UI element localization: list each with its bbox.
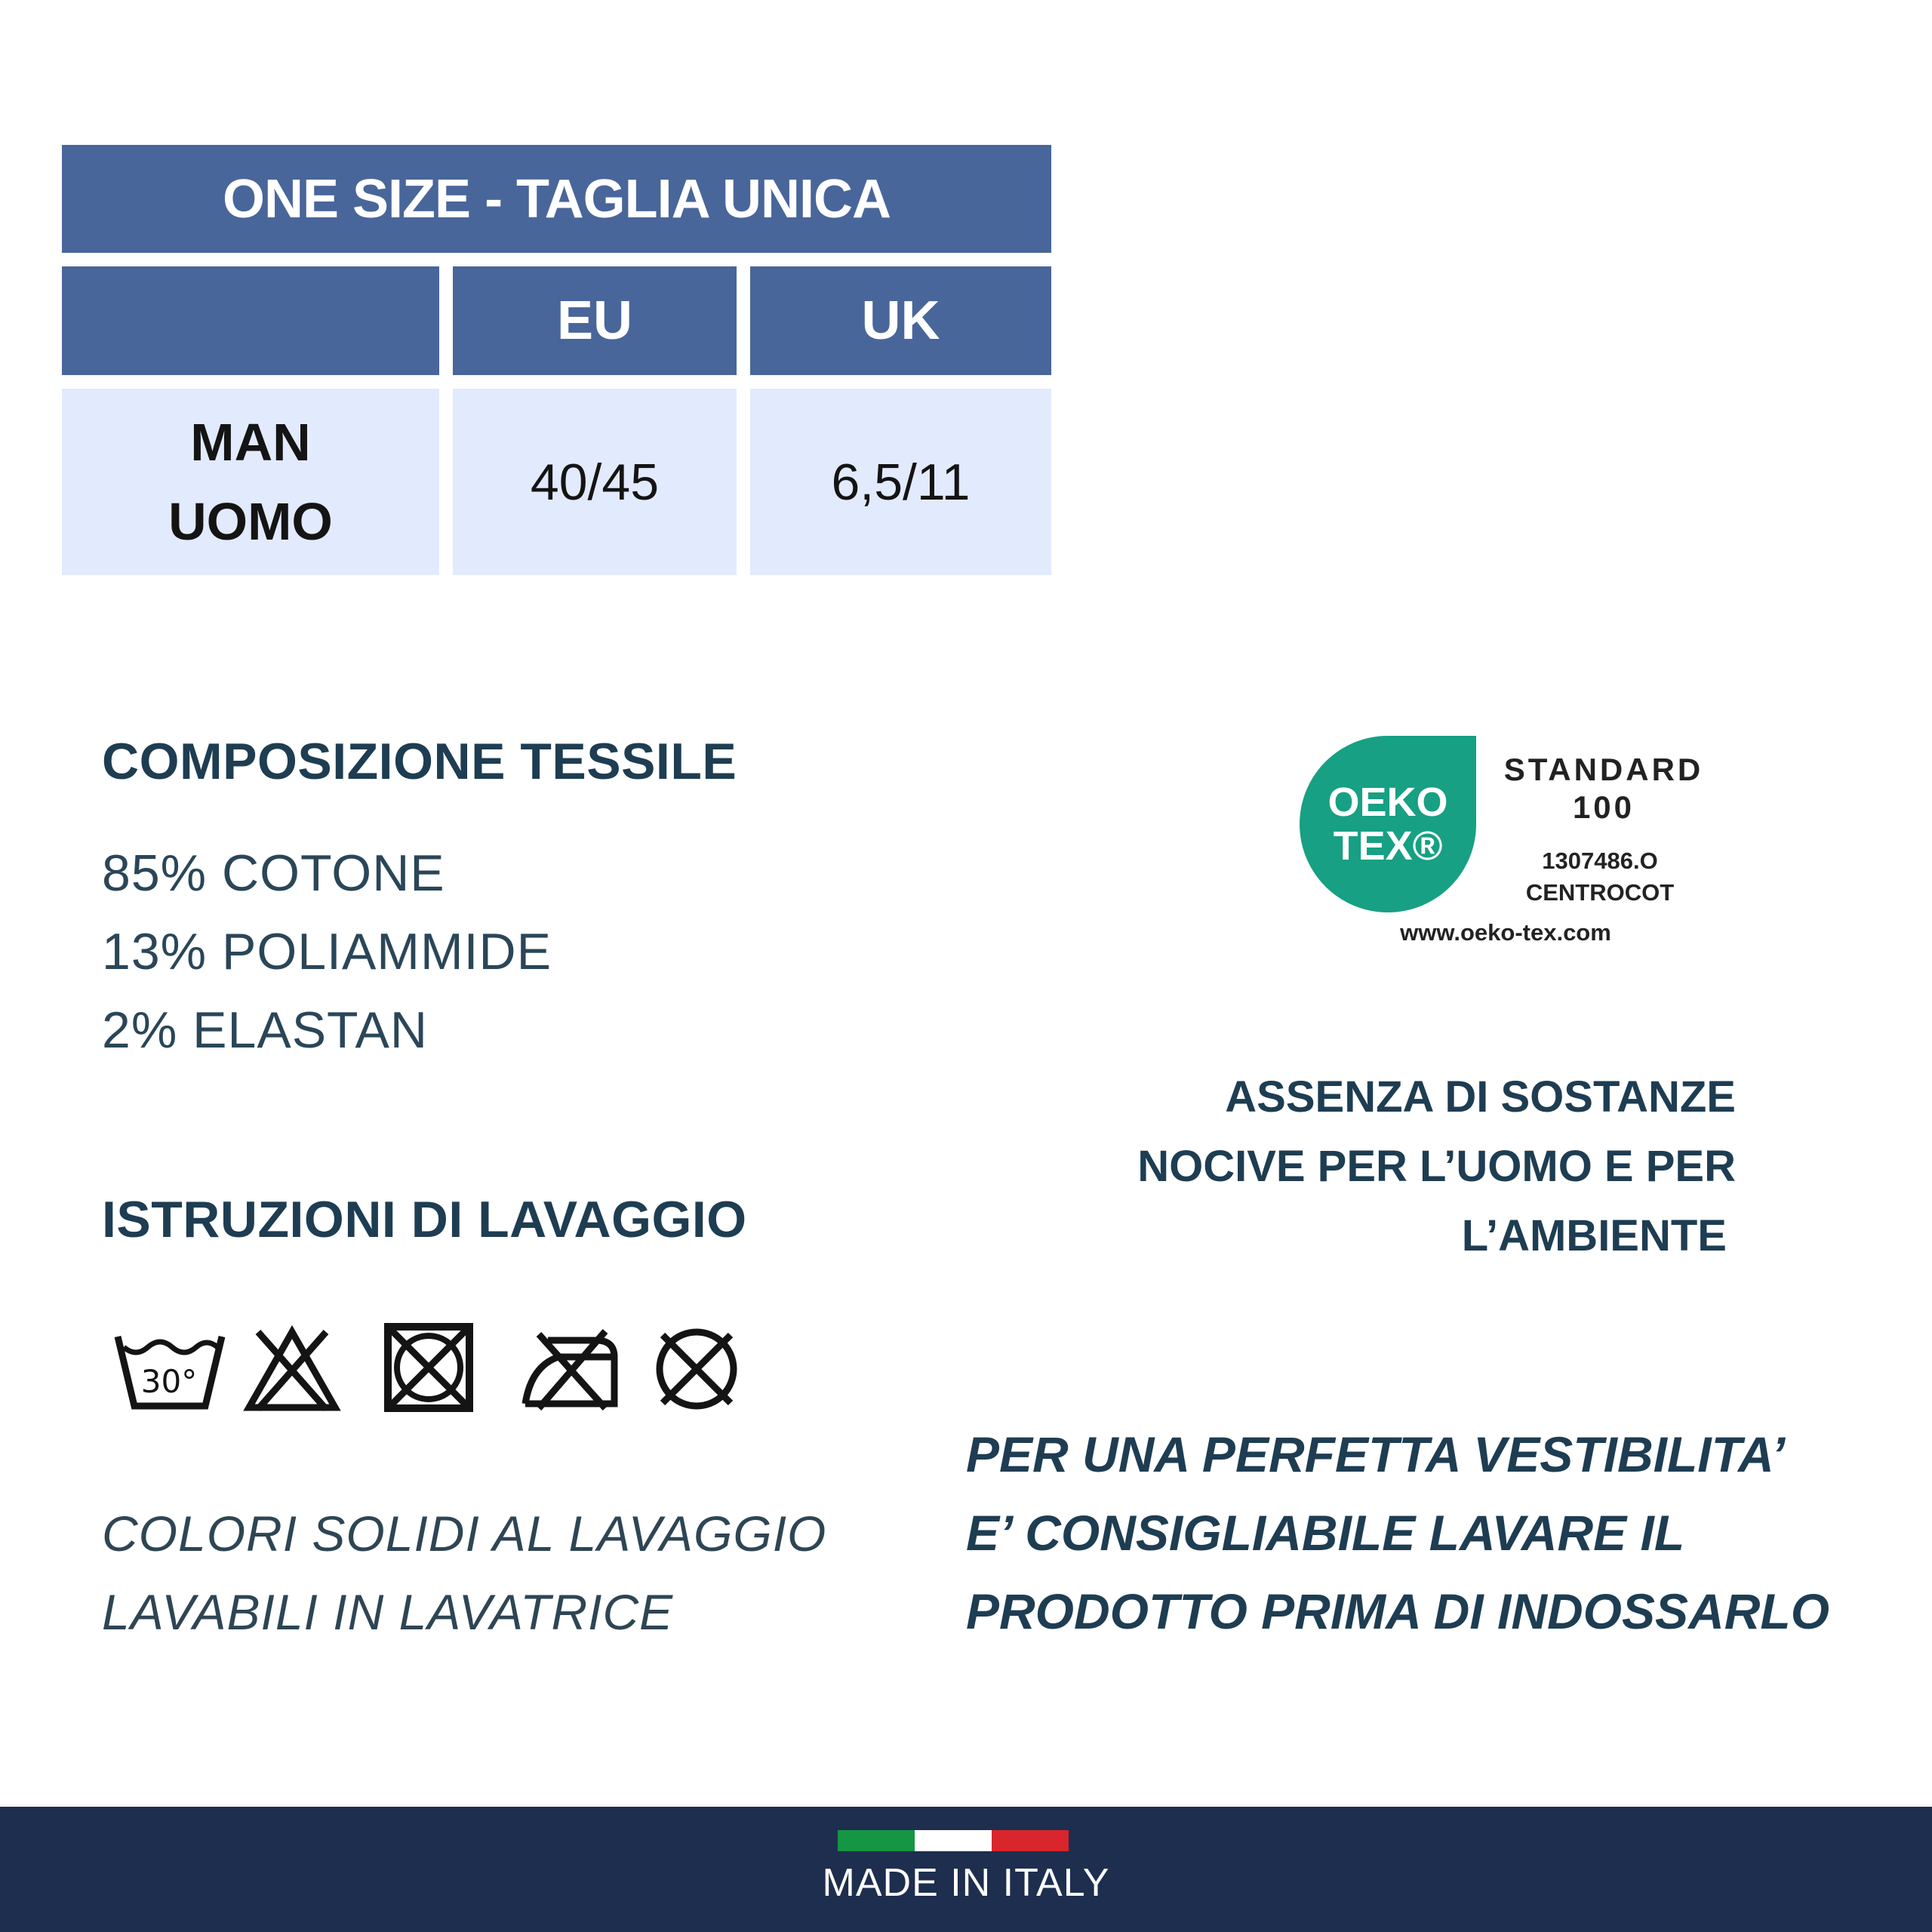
oeko-cert-info (1498, 845, 1702, 909)
absence-line: L’AMBIENTE (1461, 1211, 1727, 1260)
size-table-title: ONE SIZE - TAGLIA UNICA (62, 145, 1051, 253)
italy-flag-red (992, 1830, 1069, 1851)
row-label-uomo: UOMO (168, 491, 333, 551)
composition-line: 2% ELASTAN (102, 1001, 429, 1059)
no-dry-clean-icon (654, 1326, 740, 1412)
fit-advice (966, 1415, 1829, 1651)
oeko-tex-logo (1300, 736, 1476, 912)
composition-title: COMPOSIZIONE TESSILE (102, 733, 737, 790)
advice-line: PER UNA PERFETTA VESTIBILITA’ (966, 1426, 1786, 1482)
oeko-standard-number: 100 (1572, 789, 1635, 825)
uk-size-value: 6,5/11 (831, 453, 971, 511)
advice-line: E’ CONSIGLIABILE LAVARE IL (966, 1505, 1685, 1561)
eu-size-value: 40/45 (530, 453, 660, 511)
size-table-header-empty (62, 266, 439, 375)
composition-line: 85% COTONE (102, 844, 445, 902)
oeko-url: www.oeko-tex.com (1400, 919, 1611, 946)
size-table-header-uk: UK (750, 266, 1051, 375)
washing-note: COLORI SOLIDI AL LAVAGGIO (102, 1506, 827, 1561)
oeko-cert-number: 1307486.O (1542, 848, 1658, 874)
wash-temperature: 30° (140, 1363, 198, 1400)
washing-note: LAVABILI IN LAVATRICE (102, 1584, 674, 1640)
absence-line: NOCIVE PER L’UOMO E PER (1137, 1142, 1736, 1191)
advice-line: PRODOTTO PRIMA DI INDOSSARLO (966, 1583, 1830, 1639)
no-bleach-icon (243, 1324, 341, 1415)
italy-flag-white (915, 1830, 992, 1851)
italy-flag-green (838, 1830, 915, 1851)
composition-line: 13% POLIAMMIDE (102, 923, 552, 980)
no-tumble-dry-icon (383, 1322, 474, 1413)
washing-notes (102, 1494, 826, 1651)
oeko-standard-label: STANDARD (1503, 752, 1704, 787)
size-table-cell-uk (750, 389, 1051, 575)
absence-line: ASSENZA DI SOSTANZE (1225, 1072, 1736, 1121)
wash-30-icon (113, 1324, 226, 1415)
absence-statement (1057, 1063, 1736, 1271)
made-in-italy: MADE IN ITALY (822, 1861, 1110, 1905)
no-iron-icon (521, 1327, 620, 1411)
oeko-standard (1498, 751, 1709, 826)
size-table-cell-eu (453, 389, 737, 575)
washing-title: ISTRUZIONI DI LAVAGGIO (102, 1191, 747, 1248)
size-table-header-eu: EU (453, 266, 737, 375)
oeko-logo-line2: TEX® (1333, 823, 1443, 869)
row-label-man: MAN (190, 412, 311, 472)
composition-list (102, 834, 552, 1069)
oeko-logo-line1: OEKO (1327, 780, 1448, 825)
oeko-institute: CENTROCOT (1525, 879, 1675, 906)
size-table-row-label (62, 389, 439, 575)
